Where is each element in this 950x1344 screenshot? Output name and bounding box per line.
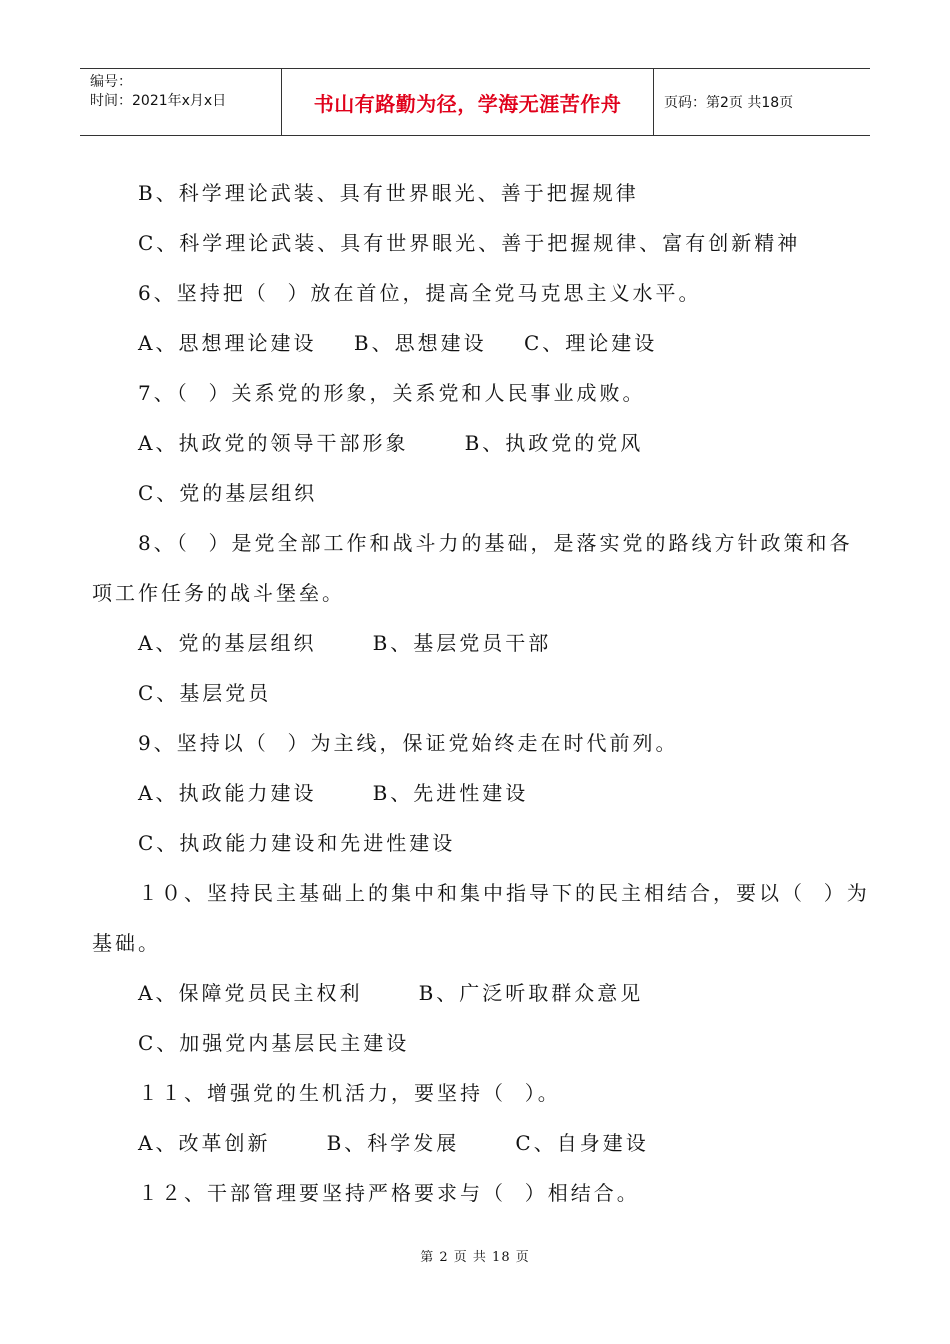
text-line: A、思想理论建设 B、思想建设 C、理论建设 <box>138 331 658 355</box>
text-line: A、保障党员民主权利 B、广泛听取群众意见 <box>138 981 644 1005</box>
text-line: 6、坚持把（ ）放在首位，提高全党马克思主义水平。 <box>138 281 702 305</box>
text-line: １０、坚持民主基础上的集中和集中指导下的民主相结合，要以（ ）为 <box>138 881 870 905</box>
text-line: C、执政能力建设和先进性建设 <box>138 831 456 855</box>
text-line: A、执政党的领导干部形象 B、执政党的党风 <box>138 431 644 455</box>
number-label: 编号： <box>90 74 132 90</box>
text-line: C、党的基层组织 <box>138 481 318 505</box>
document-body <box>92 168 872 1218</box>
text-line: １１、增强党的生机活力，要坚持（ ）。 <box>138 1081 561 1105</box>
text-line: B、科学理论武装、具有世界眼光、善于把握规律 <box>138 181 639 205</box>
text-line: 项工作任务的战斗堡垒。 <box>92 581 345 605</box>
text-line: 9、坚持以（ ）为主线，保证党始终走在时代前列。 <box>138 731 679 755</box>
text-line: 8、（ ）是党全部工作和战斗力的基础，是落实党的路线方针政策和各 <box>138 531 853 555</box>
document-header <box>80 68 870 136</box>
header-page-info: 页码：第2页 共18页 <box>664 95 794 111</box>
text-line: １２、干部管理要坚持严格要求与（ ）相结合。 <box>138 1181 640 1205</box>
text-line: A、改革创新 B、科学发展 C、自身建设 <box>138 1131 649 1155</box>
text-line: C、基层党员 <box>138 681 272 705</box>
header-meta <box>80 69 282 135</box>
text-line: C、加强党内基层民主建设 <box>138 1031 410 1055</box>
page-footer: 第 2 页 共 18 页 <box>420 1250 530 1265</box>
header-motto: 书山有路勤为径，学海无涯苦作舟 <box>282 69 654 135</box>
text-line: 7、（ ）关系党的形象，关系党和人民事业成败。 <box>138 381 646 405</box>
text-line: C、科学理论武装、具有世界眼光、善于把握规律、富有创新精神 <box>138 231 801 255</box>
text-line: A、党的基层组织 B、基层党员干部 <box>138 631 552 655</box>
text-line: A、执政能力建设 B、先进性建设 <box>138 781 529 805</box>
text-line: 基础。 <box>92 931 161 955</box>
time-label: 时间：2021年x月x日 <box>90 93 227 109</box>
